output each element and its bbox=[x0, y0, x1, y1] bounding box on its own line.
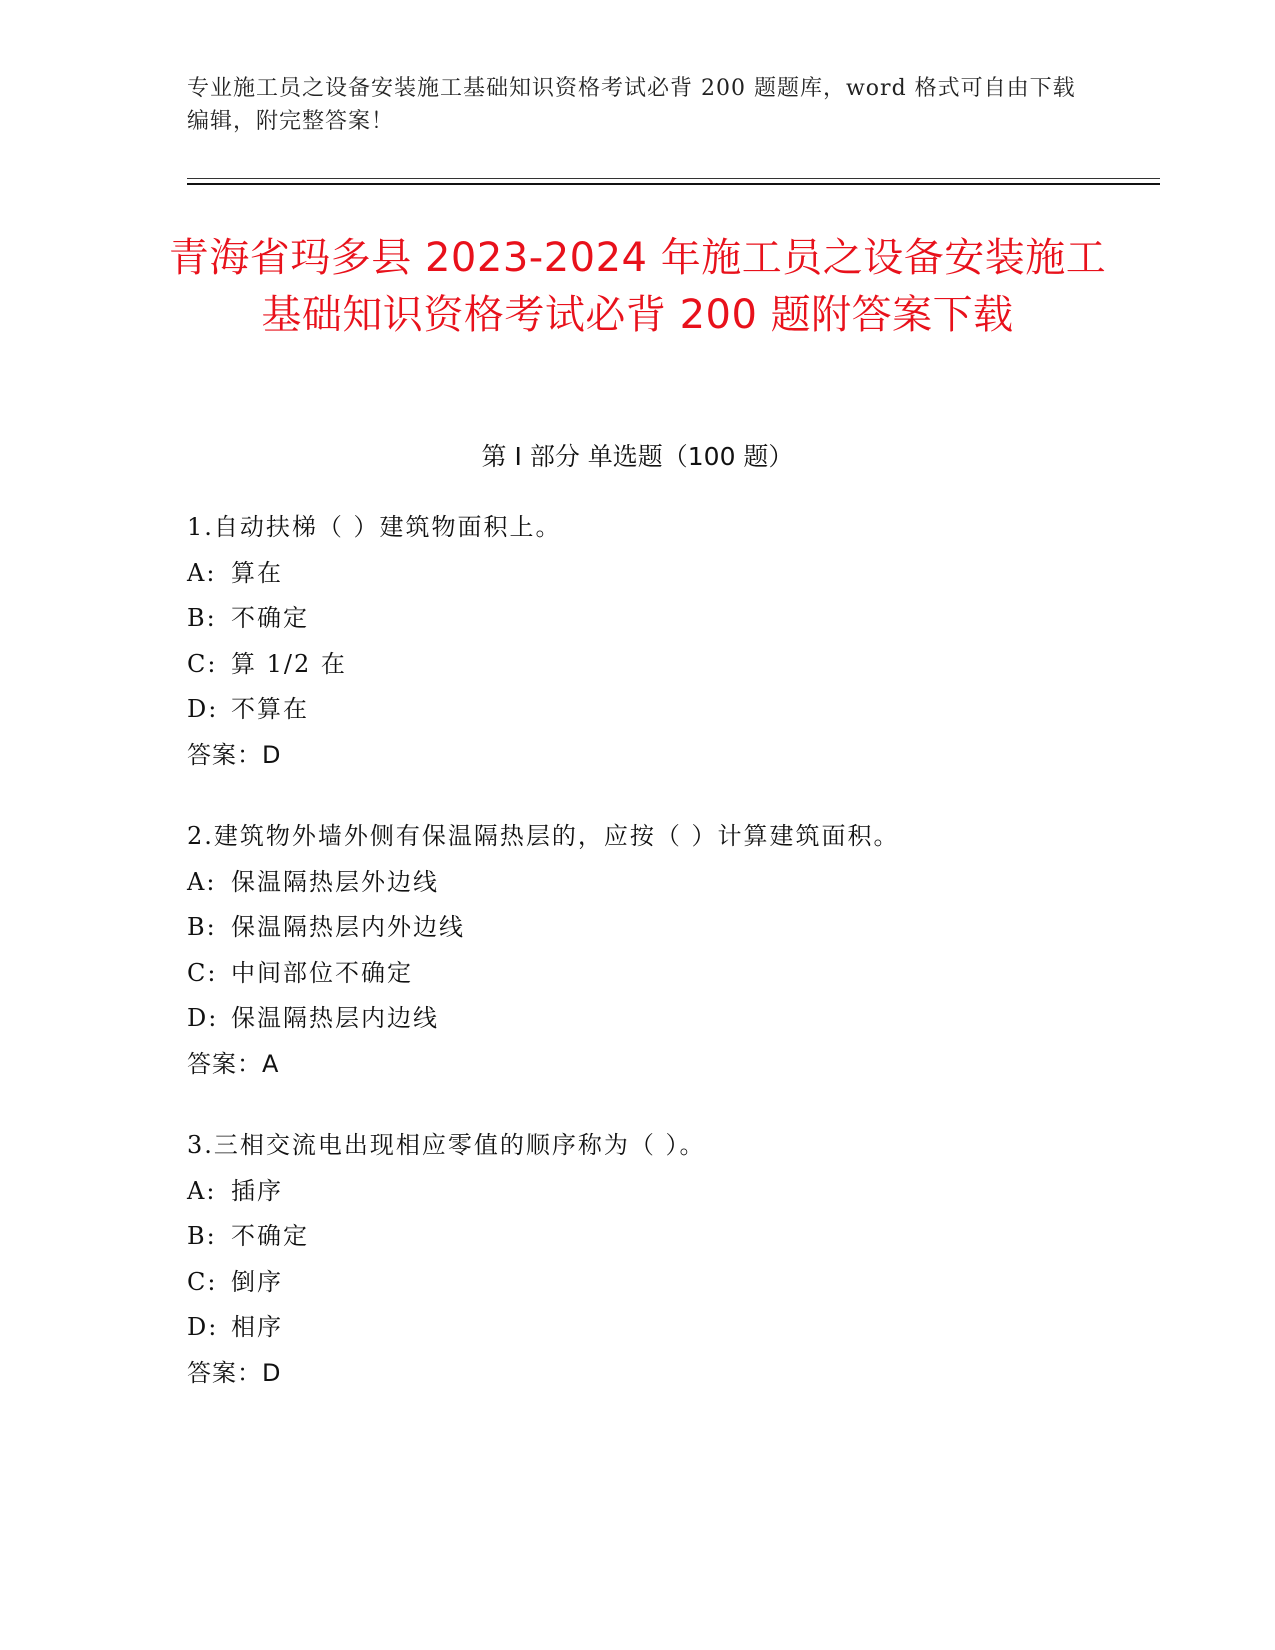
option-letter: C: bbox=[187, 649, 218, 678]
question-1 bbox=[187, 505, 1147, 778]
answer-line: 答案：A bbox=[187, 1049, 280, 1078]
option-letter: D: bbox=[187, 1313, 219, 1341]
question-3 bbox=[187, 1123, 1147, 1396]
option-text: 不算在 bbox=[231, 695, 309, 723]
option-a bbox=[187, 1169, 1147, 1215]
option-text: 不确定 bbox=[231, 604, 309, 632]
option-text: 保温隔热层内边线 bbox=[231, 1004, 439, 1032]
answer-line: 答案：D bbox=[187, 1358, 282, 1387]
option-a bbox=[187, 860, 1147, 906]
option-letter: A: bbox=[187, 558, 217, 587]
header-note: 专业施工员之设备安装施工基础知识资格考试必背 200 题题库，word 格式可自由下载编辑，附完整答案！ bbox=[187, 76, 1076, 134]
option-text: 插序 bbox=[231, 1176, 283, 1205]
option-letter: A: bbox=[187, 867, 217, 896]
option-d bbox=[187, 996, 1147, 1042]
option-c bbox=[187, 1260, 1147, 1306]
option-letter: C: bbox=[187, 1267, 218, 1296]
answer-line: 答案：D bbox=[187, 740, 282, 769]
header-divider bbox=[187, 178, 1160, 185]
document-title: 青海省玛多县 2023-2024 年施工员之设备安装施工基础知识资格考试必背 200 题附答案下载 bbox=[168, 235, 1107, 338]
question-stem: 3.三相交流电出现相应零值的顺序称为（ ）。 bbox=[187, 1131, 706, 1159]
option-b bbox=[187, 1214, 1147, 1260]
option-text: 算在 bbox=[231, 558, 283, 587]
section-heading: 第 I 部分 单选题（100 题） bbox=[481, 442, 794, 471]
option-text: 不确定 bbox=[231, 1222, 309, 1250]
option-text: 算 1/2 在 bbox=[231, 649, 347, 678]
option-text: 倒序 bbox=[231, 1267, 283, 1296]
option-d bbox=[187, 687, 1147, 733]
option-text: 中间部位不确定 bbox=[231, 958, 413, 987]
option-c bbox=[187, 951, 1147, 997]
option-b bbox=[187, 596, 1147, 642]
option-letter: B: bbox=[187, 1222, 217, 1250]
question-2 bbox=[187, 814, 1147, 1087]
option-text: 相序 bbox=[231, 1313, 283, 1341]
option-text: 保温隔热层外边线 bbox=[231, 867, 439, 896]
option-letter: B: bbox=[187, 604, 217, 632]
option-letter: A: bbox=[187, 1176, 217, 1205]
question-stem: 1.自动扶梯（ ）建筑物面积上。 bbox=[187, 513, 562, 541]
option-letter: B: bbox=[187, 913, 217, 941]
option-text: 保温隔热层内外边线 bbox=[231, 913, 465, 941]
option-b bbox=[187, 905, 1147, 951]
question-stem: 2.建筑物外墙外侧有保温隔热层的，应按（ ）计算建筑面积。 bbox=[187, 822, 900, 850]
option-letter: D: bbox=[187, 695, 219, 723]
option-d bbox=[187, 1305, 1147, 1351]
option-a bbox=[187, 551, 1147, 597]
option-letter: D: bbox=[187, 1004, 219, 1032]
option-c bbox=[187, 642, 1147, 688]
option-letter: C: bbox=[187, 958, 218, 987]
